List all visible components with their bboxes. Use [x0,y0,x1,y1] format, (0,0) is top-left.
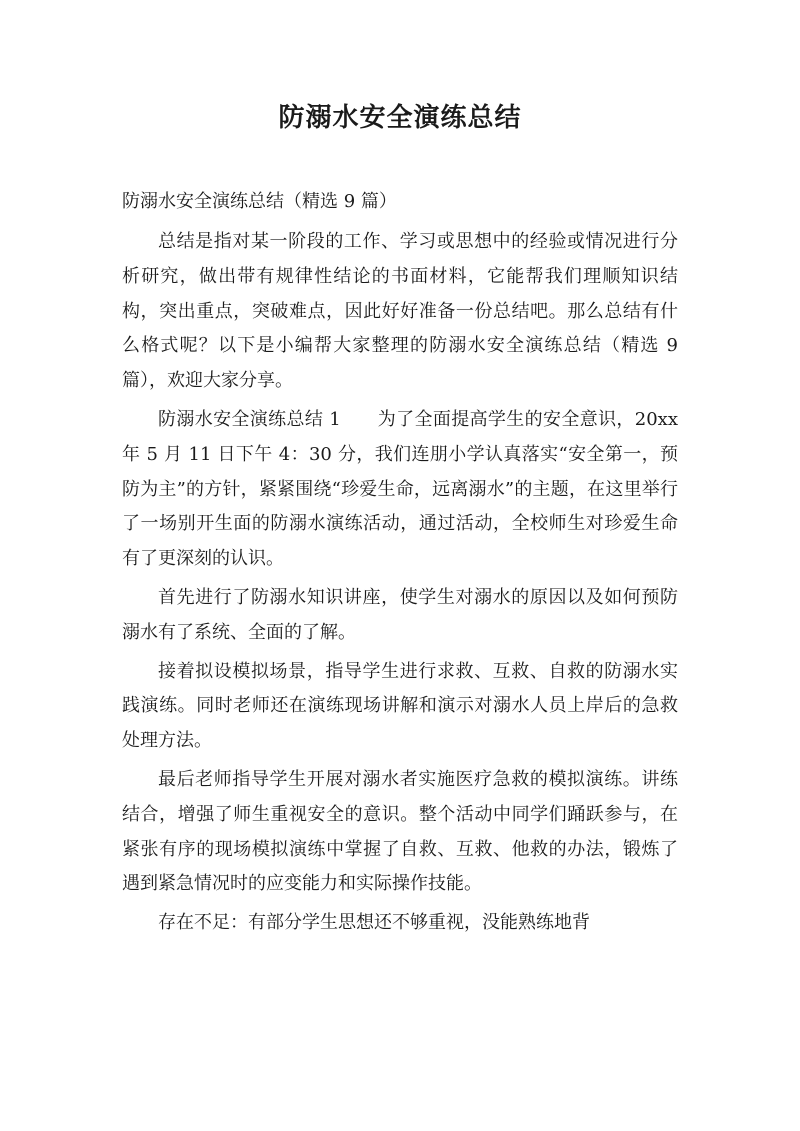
document-subtitle: 防溺水安全演练总结（精选 9 篇） [122,191,397,212]
paragraph-practice: 接着拟设模拟场景，指导学生进行求救、互救、自救的防溺水实践演练。同时老师还在演练现场讲解和演示对溺水人员上岸后的急救处理方法。 [122,660,678,752]
paragraph-intro: 总结是指对某一阶段的工作、学习或思想中的经验或情况进行分析研究，做出带有规律性结论的书面材料，它能帮我们理顺知识结构，突出重点，突破难点，因此好好准备一份总结吧。那么总结有什么格式呢？以下是小编帮大家整理的防溺水安全演练总结（精选 9 篇），欢迎大家分享。 [122,231,678,392]
paragraph-shortcomings: 存在不足：有部分学生思想还不够重视，没能熟练地背 [158,912,590,934]
paragraph-first-aid: 最后老师指导学生开展对溺水者实施医疗急救的模拟演练。讲练结合，增强了师生重视安全的意识。整个活动中同学们踊跃参与，在紧张有序的现场模拟演练中掌握了自救、互救、他救的办法，锻炼了遇到紧急情况时的应变能力和实际操作技能。 [122,768,678,895]
paragraph-summary-1: 防溺水安全演练总结 1 为了全面提高学生的安全意识，20xx 年 5 月 11 日下午 4：30 分，我们连朋小学认真落实“安全第一，预防为主”的方针，紧紧围绕“珍爱生命，远离溺水”的主题，在这里举行了一场别开生面的防溺水演练活动，通过活动，全校师生对珍爱生命有了更深刻的认识。 [122,408,678,570]
document-body [122,225,678,945]
document-title: 防溺水安全演练总结 [278,103,522,133]
paragraph-lecture: 首先进行了防溺水知识讲座，使学生对溺水的原因以及如何预防溺水有了系统、全面的了解。 [122,586,678,643]
